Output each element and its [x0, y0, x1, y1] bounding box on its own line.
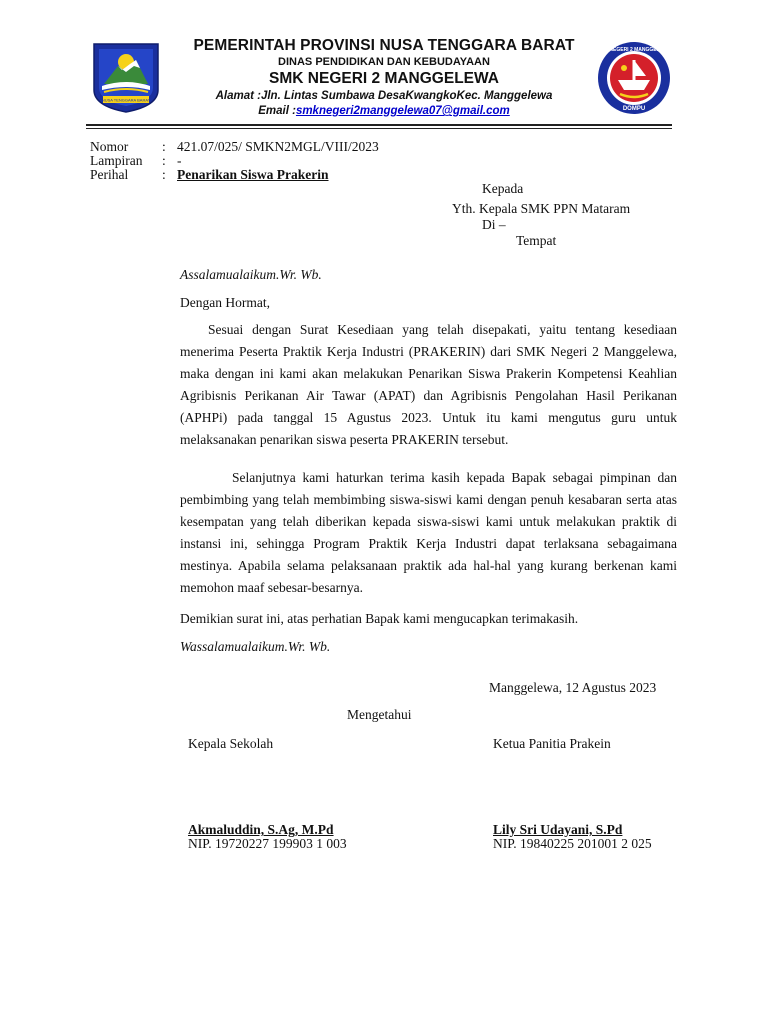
opening-hormat: Dengan Hormat, [180, 295, 270, 310]
email-label: Email : [258, 105, 296, 117]
left-signatory-name: Akmaluddin, S.Ag, M.Pd [188, 822, 334, 837]
lampiran-label: Lampiran [90, 153, 143, 168]
letterhead-address: Alamat :Jln. Lintas Sumbawa DesaKwangkoKec. Manggelewa [215, 90, 553, 102]
closing-salam: Wassalamualaikum.Wr. Wb. [180, 639, 331, 654]
perihal-colon: : [162, 167, 166, 182]
logo-right-bottom-text: DOMPU [622, 106, 646, 112]
letterhead-divider-thin [86, 128, 672, 129]
mengetahui-label: Mengetahui [347, 707, 412, 722]
recipient-di: Di – [482, 217, 506, 232]
opening-salam: Assalamualaikum.Wr. Wb. [180, 267, 322, 282]
letterhead-email-line [160, 104, 608, 119]
left-signatory-title: Kepala Sekolah [188, 736, 274, 751]
nomor-colon: : [162, 139, 166, 154]
email-link[interactable]: smknegeri2manggelewa07@gmail.com [295, 105, 510, 117]
recipient-yth: Yth. Kepala SMK PPN Mataram [452, 201, 631, 216]
place-date: Manggelewa, 12 Agustus 2023 [489, 680, 657, 695]
right-signatory-name: Lily Sri Udayani, S.Pd [493, 822, 623, 837]
perihal-label: Perihal [90, 167, 129, 182]
lampiran-value: - [177, 153, 182, 168]
letterhead [160, 36, 608, 119]
body-paragraph-2: Selanjutnya kami haturkan terima kasih kepada Bapak sebagai pimpinan dan pembimbing yang telah membimbing siswa-siswi kami dengan penuh kesabaran serta atas kesempatan yang telah diberikan kepada siswa-siswi kami untuk melakukan praktik di instansi ini, sehingga Program Praktik Kerja Industri dapat terlaksana sebagaimana mestinya. Apabila selama pelaksanaan praktik ada hal-hal yang kurang berkenan kami memohon maaf sebesar-besarnya. [180, 470, 677, 595]
recipient-kepada: Kepada [482, 181, 524, 196]
letterhead-divider-thick [86, 124, 672, 126]
ntb-province-emblem-icon [90, 40, 162, 114]
nomor-label: Nomor [90, 139, 129, 154]
logo-left-banner-text: NUSA TENGGARA BARAT [101, 97, 151, 103]
logo-right-top-text: SMK NEGERI 2 MANGGELEWA [596, 47, 672, 53]
left-signatory-nip: NIP. 19720227 199903 1 003 [188, 836, 347, 851]
lampiran-colon: : [162, 153, 166, 168]
letterhead-department: DINAS PENDIDIKAN DAN KEBUDAYAAN [278, 56, 490, 68]
letterhead-school-name: SMK NEGERI 2 MANGGELEWA [269, 70, 499, 87]
letterhead-government: PEMERINTAH PROVINSI NUSA TENGGARA BARAT [193, 37, 575, 54]
recipient-tempat: Tempat [516, 233, 557, 248]
perihal-value: Penarikan Siswa Prakerin [177, 167, 329, 182]
body-paragraph-1: Sesuai dengan Surat Kesediaan yang telah disepakati, yaitu tentang kesediaan menerima Peserta Praktik Kerja Industri (PRAKERIN) dari SMK Negeri 2 Manggelewa, maka dengan ini kami akan melakukan Penarikan Siswa Prakerin Kompetensi Keahlian Agribisnis Perikanan Air Tawar (APAT) dan Agribisnis Pengolahan Hasil Perikanan (APHPi) pada tanggal 15 Agustus 2023. Untuk itu kami mengutus guru untuk melaksanakan penarikan siswa peserta PRAKERIN tersebut. [180, 322, 677, 447]
right-signatory-title: Ketua Panitia Prakein [493, 736, 611, 751]
body-paragraph-3: Demikian surat ini, atas perhatian Bapak kami mengucapkan terimakasih. [180, 611, 579, 626]
right-signatory-nip: NIP. 19840225 201001 2 025 [493, 836, 652, 851]
nomor-value: 421.07/025/ SMKN2MGL/VIII/2023 [177, 139, 379, 154]
